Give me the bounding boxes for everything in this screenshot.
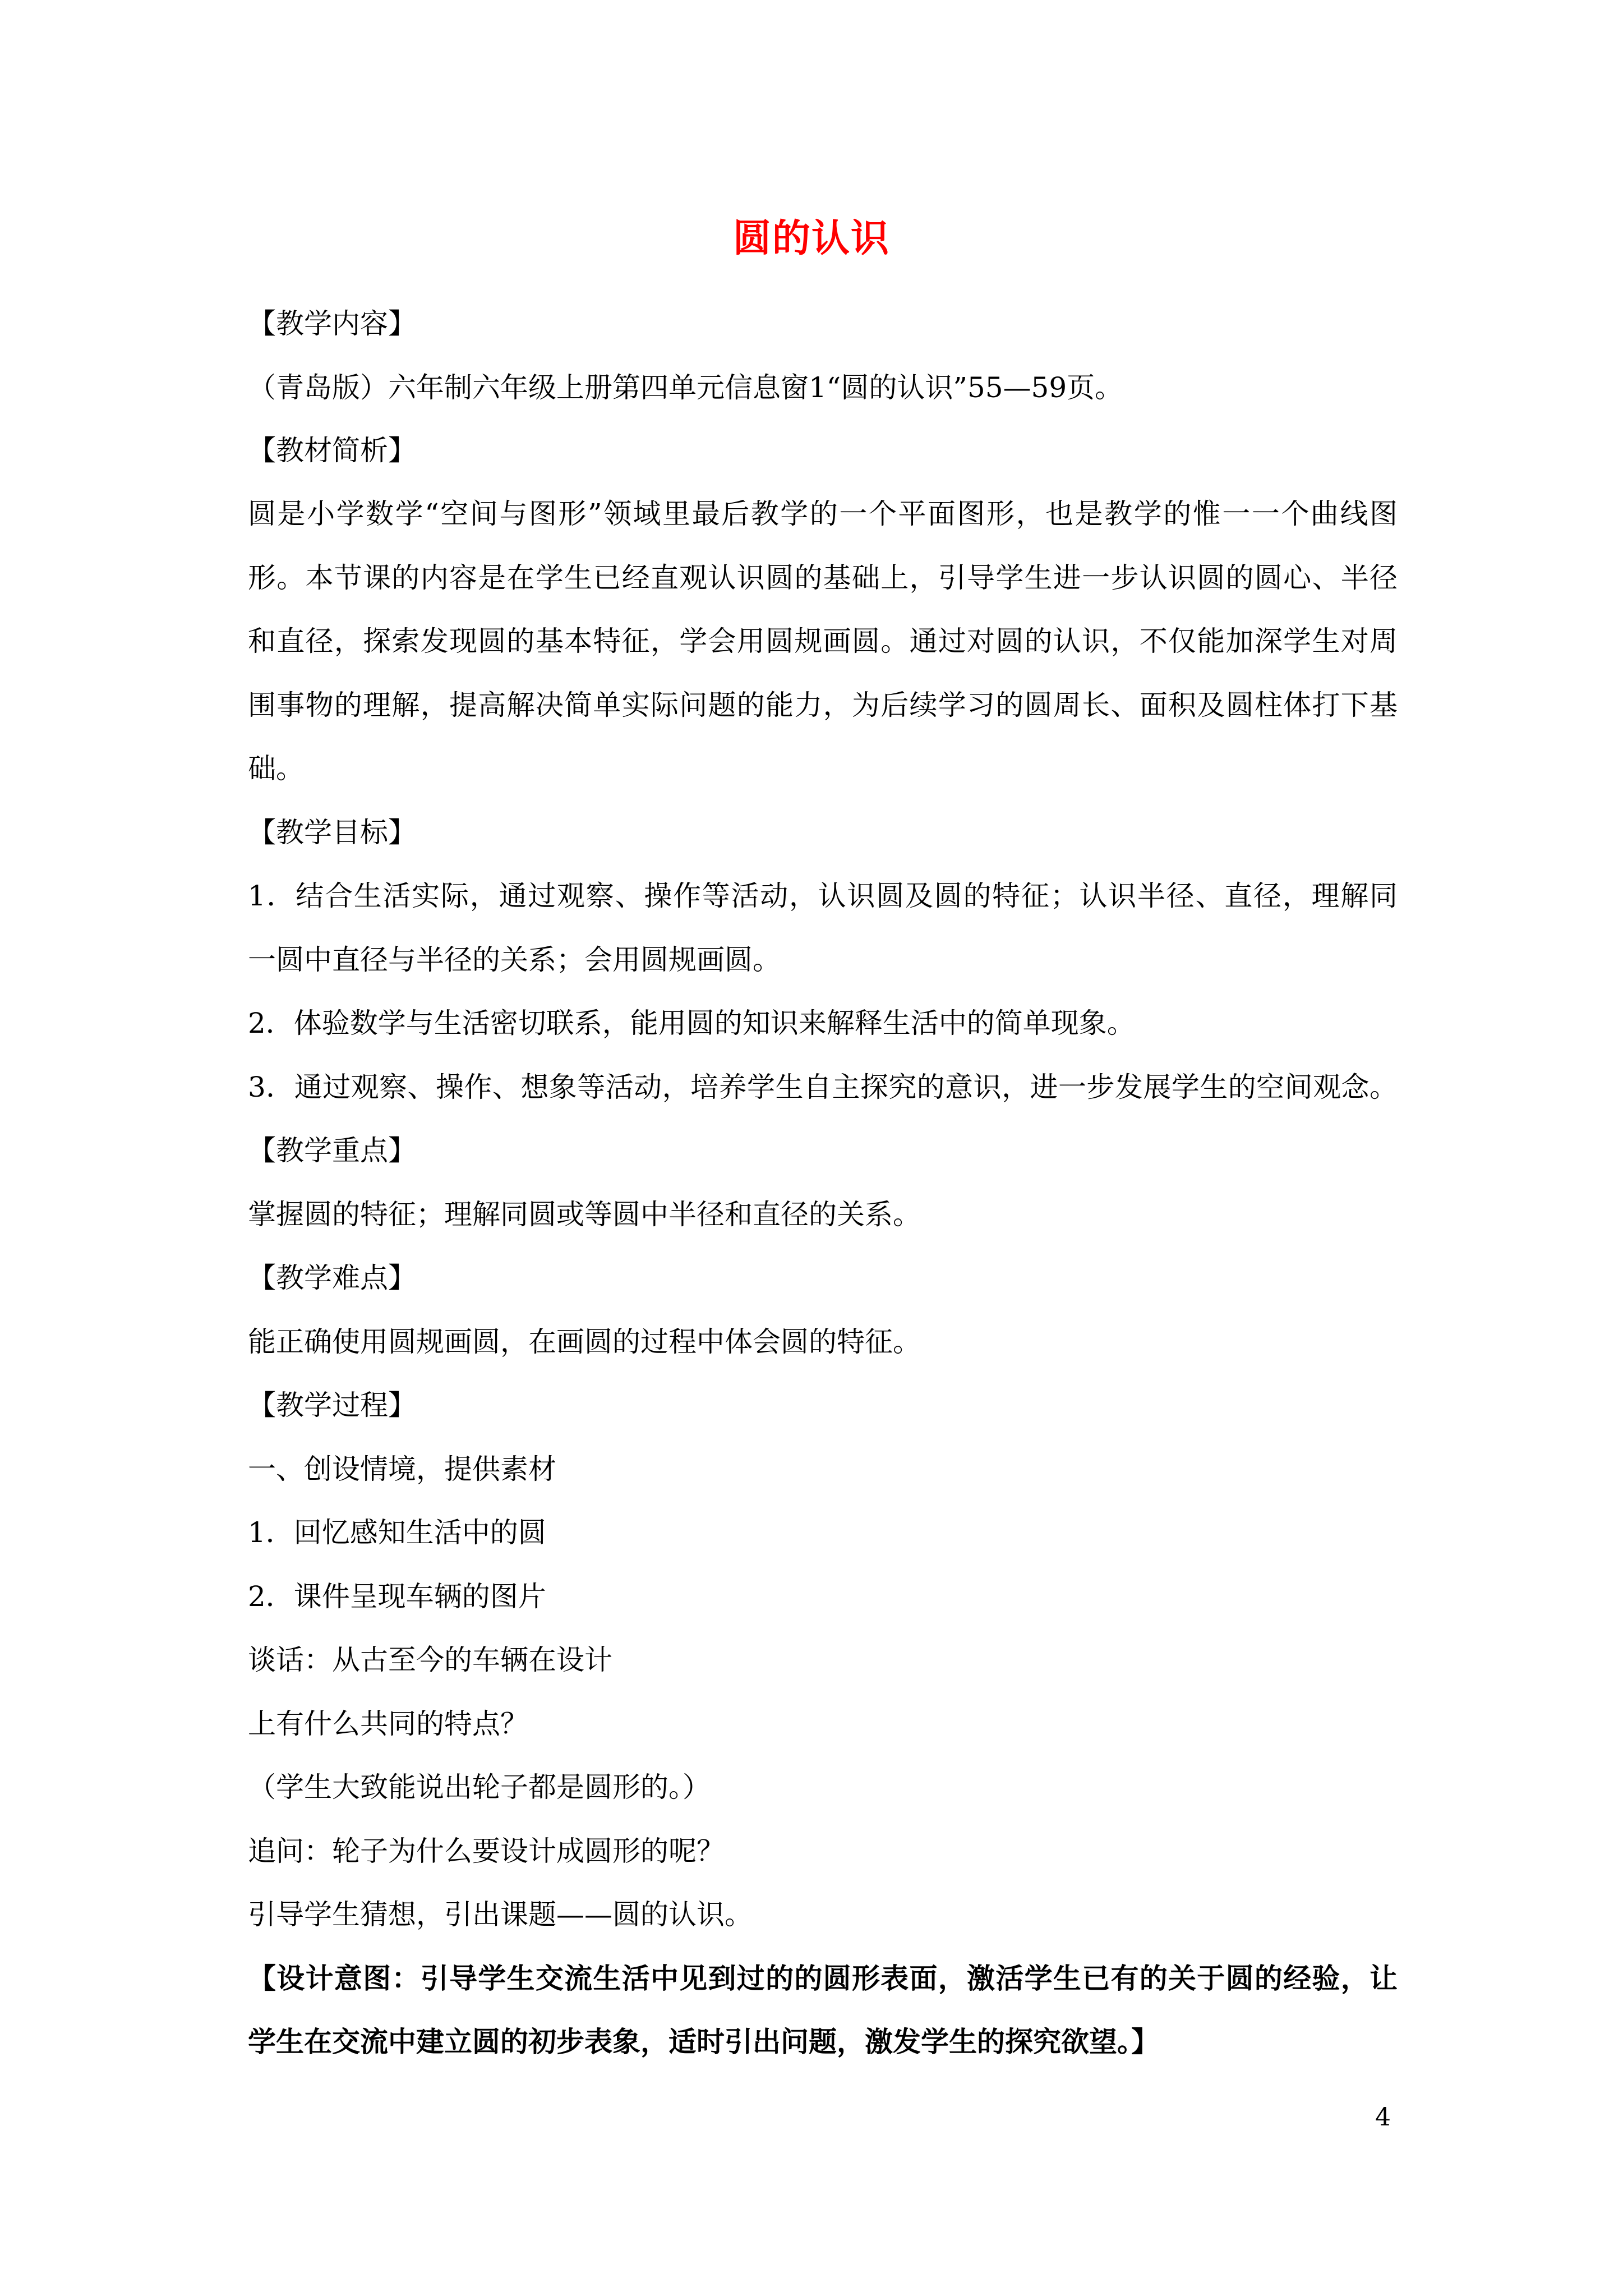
section-heading-objectives: 【教学目标】 — [248, 816, 416, 849]
paragraph-line: 追问：轮子为什么要设计成圆形的呢？ — [248, 1835, 725, 1867]
paragraph-line: 谈话：从古至今的车辆在设计 — [248, 1644, 612, 1676]
document-title: 圆的认识 — [732, 216, 890, 261]
design-intent-line: 【设计意图：引导学生交流生活中见到过的的圆形表面，激活学生已有的关于圆的经验，让 — [248, 1962, 1398, 1995]
paragraph-line: 引导学生猜想，引出课题——圆的认识。 — [248, 1898, 753, 1931]
page-number: 4 — [1375, 2103, 1391, 2132]
paragraph-line: （学生大致能说出轮子都是圆形的。） — [248, 1771, 711, 1803]
paragraph-line: （青岛版）六年制六年级上册第四单元信息窗1“圆的认识”55—59页。 — [248, 371, 1123, 404]
paragraph-line: 围事物的理解，提高解决简单实际问题的能力，为后续学习的圆周长、面积及圆柱体打下基 — [248, 689, 1398, 721]
list-item-line: 一圆中直径与半径的关系；会用圆规画圆。 — [248, 944, 781, 976]
list-item-line: 1．结合生活实际，通过观察、操作等活动，认识圆及圆的特征；认识半径、直径，理解同 — [248, 880, 1398, 912]
paragraph-line: 础。 — [248, 752, 304, 785]
section-heading-content: 【教学内容】 — [248, 307, 416, 340]
paragraph-line: 和直径，探索发现圆的基本特征，学会用圆规画圆。通过对圆的认识，不仅能加深学生对周 — [248, 625, 1398, 657]
paragraph-line: 一、创设情境，提供素材 — [248, 1453, 556, 1485]
section-heading-analysis: 【教材简析】 — [248, 434, 416, 467]
paragraph-line: 形。本节课的内容是在学生已经直观认识圆的基础上，引导学生进一步认识圆的圆心、半径 — [248, 562, 1398, 594]
paragraph-line: 上有什么共同的特点？ — [248, 1708, 528, 1740]
paragraph-line: 圆是小学数学“空间与图形”领域里最后教学的一个平面图形，也是教学的惟一一个曲线图 — [248, 498, 1398, 530]
section-heading-process: 【教学过程】 — [248, 1389, 416, 1421]
paragraph-line: 掌握圆的特征；理解同圆或等圆中半径和直径的关系。 — [248, 1198, 921, 1231]
section-heading-key-points: 【教学重点】 — [248, 1134, 416, 1167]
list-item-line: 2．课件呈现车辆的图片 — [248, 1580, 546, 1613]
section-heading-difficulties: 【教学难点】 — [248, 1262, 416, 1294]
list-item-line: 2．体验数学与生活密切联系，能用圆的知识来解释生活中的简单现象。 — [248, 1007, 1135, 1039]
list-item-line: 1．回忆感知生活中的圆 — [248, 1516, 546, 1549]
list-item-line: 3．通过观察、操作、想象等活动，培养学生自主探究的意识，进一步发展学生的空间观念。 — [248, 1071, 1398, 1103]
design-intent-line: 学生在交流中建立圆的初步表象，适时引出问题，激发学生的探究欲望。】 — [248, 2025, 1159, 2058]
paragraph-line: 能正确使用圆规画圆，在画圆的过程中体会圆的特征。 — [248, 1326, 921, 1358]
